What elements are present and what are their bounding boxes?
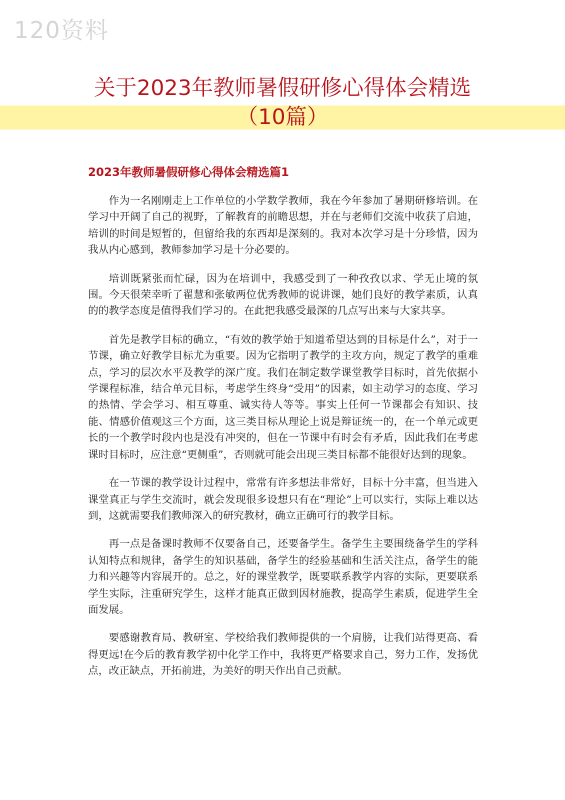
paragraph-2: 培训既紧张而忙碌，因为在培训中，我感受到了一种孜孜以求、学无止境的氛围。今天很荣幸听了翟慧和张敏两位优秀教师的说讲课，她们良好的教学素质，认真的的教学态度是值得我们学习的。在此把我感受最深的几点写出来与大家共享。 [88,272,478,318]
paragraph-5: 再一点是备课时教师不仅要备自己，还要备学生。备学生主要围绕备学生的学科认知特点和规律，备学生的知识基础，备学生的经验基础和生活关注点，备学生的能力和兴趣等内容展开的。总之，好的课堂教学，既要联系教学内容的实际，更要联系学生实际，注重研究学生，这样才能真正做到因材施教，提高学生素质，促进学生全面发展。 [88,538,478,616]
article-body [88,193,478,692]
paragraph-3: 首先是教学目标的确立，“有效的教学始于知道希望达到的目标是什么”，对于一节课，确立好教学目标尤为重要。因为它指明了教学的主攻方向，规定了教学的重难点，学习的层次水平及教学的深广度。我们在制定数学课堂教学目标时，首先依据小学课程标准，结合单元目标，考虑学生终身“受用”的因素，如主动学习的态度、学习的热情、学会学习、相互尊重、诚实待人等等。事实上任何一节课都会有知识、技能、情感价值观这三个方面，这三类目标从理论上说是辩证统一的，在一个单元或更长的一个教学时段内也是没有冲突的，但在一节课中有时会有矛盾，因此我们在考虑课时目标时，应注意“更侧重”，否则就可能会出现三类目标都不能很好达到的现象。 [88,333,478,461]
paragraph-6: 要感谢教育局、教研室、学校给我们教师提供的一个肩膀，让我们站得更高、看得更远!在今后的教育教学初中化学工作中，我将更严格要求自己，努力工作，发扬优点，改正缺点，开拓前进，为美好的明天作出自己贡献。 [88,632,478,678]
paragraph-4: 在一节课的教学设计过程中，常常有许多想法非常好，目标十分丰富，但当进入课堂真正与学生交流时，就会发现很多设想只有在“理论”上可以实行，实际上难以达到，这就需要我们教师深入的研究教材，确立正确可行的教学目标。 [88,477,478,522]
title-line-2: （10篇） [236,105,329,130]
watermark-logo: 120资料 [14,18,109,44]
document-title [0,74,565,132]
paragraph-1: 作为一名刚刚走上工作单位的小学数学教师，我在今年参加了暑期研修培训。在学习中开阔了自己的视野，了解教育的前瞻思想，并在与老师们交流中收获了启迪，培训的时间是短暂的，但留给我的东西却是深刻的。我对本次学习是十分珍惜，因为我从内心感到，教师参加学习是十分必要的。 [88,195,478,257]
section-heading: 2023年教师暑假研修心得体会精选篇1 [88,165,290,179]
title-line-1: 关于2023年教师暑假研修心得体会精选 [93,76,472,101]
